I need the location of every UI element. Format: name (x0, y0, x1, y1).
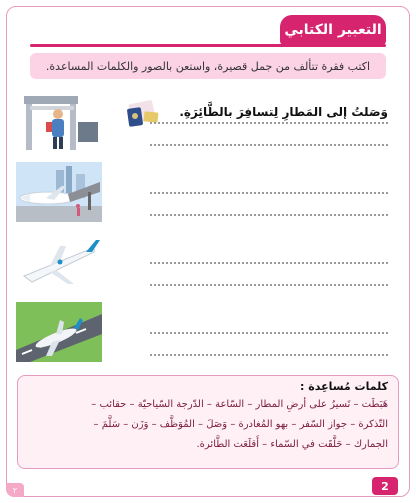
writing-line[interactable] (150, 102, 388, 124)
writing-row-2 (16, 158, 396, 226)
instruction-text: اكتب فقرة تتألف من جمل قصيرة، واستعن بالصور والكلمات المساعدة. (30, 53, 386, 79)
airport-boarding-bridge-icon (16, 162, 102, 222)
helper-words-line-1: هَبَطَت – تَسيرُ على أرضِ المطار – السّاعة – الدّرجة السّياحيّة – حقائب – (91, 399, 388, 410)
flying-airplane-icon (16, 232, 102, 292)
writing-line[interactable] (150, 124, 388, 146)
security-checkpoint-icon (16, 92, 102, 152)
writing-lines-3 (150, 242, 388, 286)
page-number-small: ٢ (6, 483, 24, 497)
writing-lines-2 (150, 172, 388, 216)
title-rule (30, 44, 386, 47)
writing-line[interactable] (150, 312, 388, 334)
helper-words-title: كلمات مُساعِدة : (300, 380, 388, 393)
helper-words-line-3: الجمارك – حَلَّقَت في السّماء – أَقلَعَت الطَّائرة. (196, 439, 388, 450)
writing-row-4 (16, 298, 396, 366)
writing-line[interactable] (150, 264, 388, 286)
writing-line[interactable] (150, 172, 388, 194)
writing-row-1 (16, 88, 396, 156)
helper-words-box (17, 375, 399, 469)
writing-line[interactable] (150, 194, 388, 216)
writing-rows (16, 88, 396, 366)
writing-line[interactable] (150, 334, 388, 356)
writing-lines-4 (150, 312, 388, 356)
writing-lines-1 (150, 102, 388, 146)
helper-words-line-2: التّذكرة – جواز السّفر – بهو المُغادرة – وَصَلَ – المُوَظَّف – وَزَن – سَلَّمَ – (93, 419, 388, 430)
section-title: التعبير الكتابي (280, 15, 386, 45)
starter-sentence: وَصَلتُ إلى المَطارِ لِتسافِرَ بالطَّائِرَةِ. (175, 105, 388, 119)
writing-row-3 (16, 228, 396, 296)
airplane-runway-icon (16, 302, 102, 362)
page-number: 2 (372, 477, 398, 495)
writing-line[interactable] (150, 242, 388, 264)
